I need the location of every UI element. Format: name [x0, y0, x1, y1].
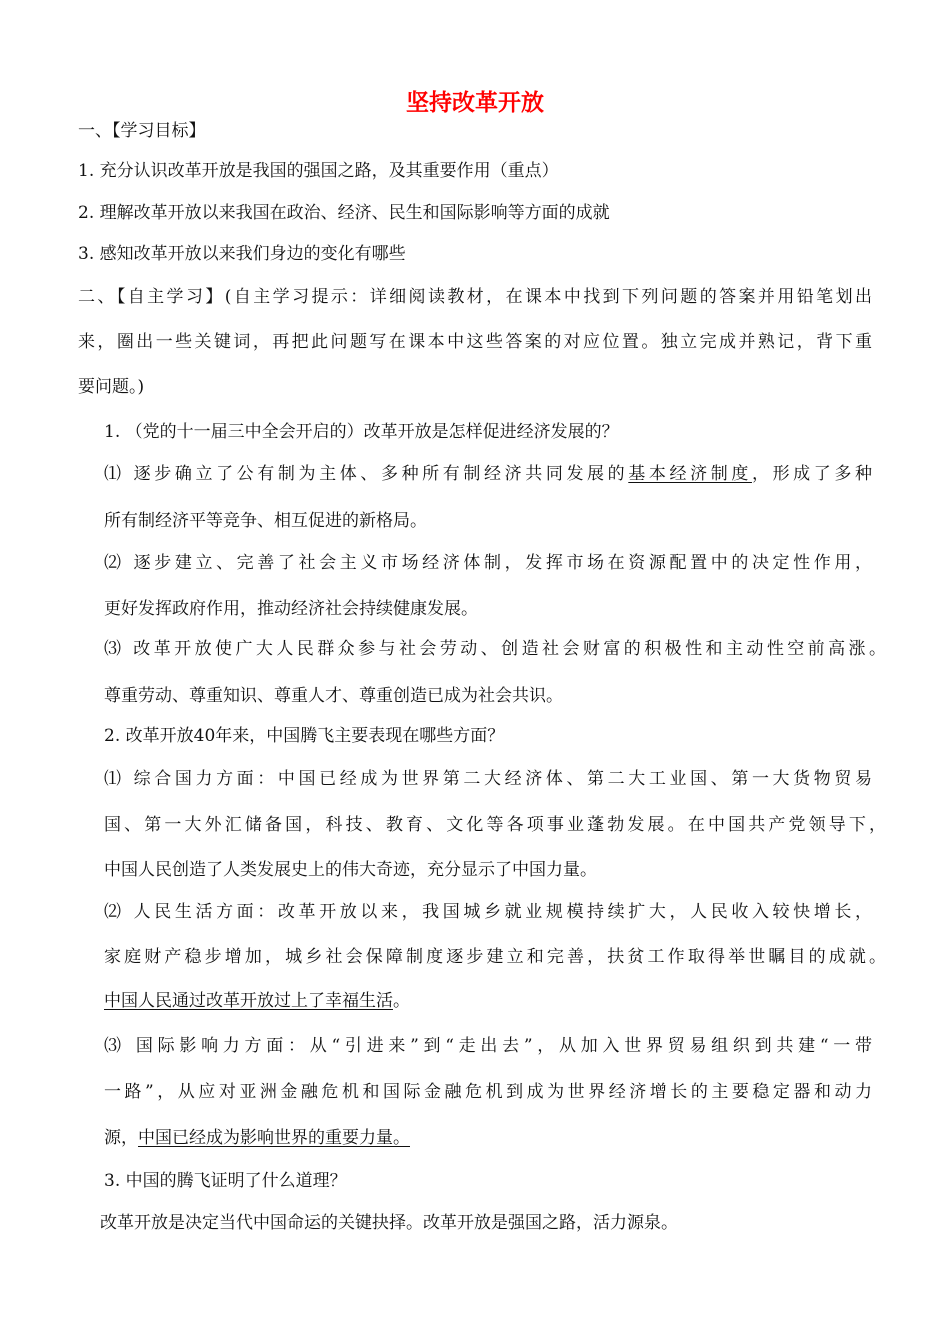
underlined-key-phrase: 基本经济制度 — [628, 464, 752, 484]
q2-answer-2-line-1: ⑵ 人民生活方面：改革开放以来，我国城乡就业规模持续扩大，人民收入较快增长， — [104, 902, 872, 922]
underlined-key-phrase: 中国人民通过改革开放过上了幸福生活 — [104, 991, 393, 1011]
self-study-intro-line-3: 要问题。) — [78, 377, 145, 397]
question-3: 3. 中国的腾飞证明了什么道理？ — [104, 1171, 347, 1191]
q3-answer: 改革开放是决定当代中国命运的关键抉择。改革开放是强国之路，活力源泉。 — [100, 1213, 678, 1233]
question-2: 2. 改革开放40年来，中国腾飞主要表现在哪些方面？ — [104, 726, 505, 746]
question-1: 1. （党的十一届三中全会开启的）改革开放是怎样促进经济发展的？ — [104, 422, 619, 442]
goal-item-3: 3. 感知改革开放以来我们身边的变化有哪些 — [78, 244, 406, 264]
q2-answer-3-line-1: ⑶ 国际影响力方面：从“引进来”到“走出去”，从加入世界贸易组织到共建“一带 — [104, 1036, 872, 1056]
q1-answer-2-line-1: ⑵ 逐步建立、完善了社会主义市场经济体制，发挥市场在资源配置中的决定性作用， — [104, 553, 872, 573]
q1-answer-2-line-2: 更好发挥政府作用，推动经济社会持续健康发展。 — [104, 599, 478, 619]
q2-answer-2-line-3: 中国人民通过改革开放过上了幸福生活。 — [104, 991, 410, 1011]
goal-item-2: 2. 理解改革开放以来我国在政治、经济、民生和国际影响等方面的成就 — [78, 203, 610, 223]
q2-answer-1-line-3: 中国人民创造了人类发展史上的伟大奇迹，充分显示了中国力量。 — [104, 860, 597, 880]
self-study-intro-line-2: 来，圈出一些关键词，再把此问题写在课本中这些答案的对应位置。独立完成并熟记，背下重 — [78, 332, 872, 352]
q2-answer-2-line-2: 家庭财产稳步增加，城乡社会保障制度逐步建立和完善，扶贫工作取得举世瞩目的成就。 — [104, 947, 886, 967]
goal-item-1: 1. 充分认识改革开放是我国的强国之路，及其重要作用（重点） — [78, 161, 559, 181]
q2-answer-1-line-1: ⑴ 综合国力方面：中国已经成为世界第二大经济体、第二大工业国、第一大货物贸易 — [104, 769, 872, 789]
q1-answer-1-line-2: 所有制经济平等竞争、相互促进的新格局。 — [104, 511, 427, 531]
page-title: 坚持改革开放 — [406, 90, 544, 116]
q2-answer-3-line-2: 一路”，从应对亚洲金融危机和国际金融危机到成为世界经济增长的主要稳定器和动力 — [104, 1082, 872, 1102]
q2-answer-1-line-2: 国、第一大外汇储备国，科技、教育、文化等各项事业蓬勃发展。在中国共产党领导下， — [104, 815, 886, 835]
q1-answer-1-line-1: ⑴ 逐步确立了公有制为主体、多种所有制经济共同发展的基本经济制度，形成了多种 — [104, 464, 873, 484]
q1-answer-3-line-1: ⑶ 改革开放使广大人民群众参与社会劳动、创造社会财富的积极性和主动性空前高涨。 — [104, 639, 886, 659]
section-heading-goals: 一、【学习目标】 — [78, 121, 206, 141]
self-study-intro-line-1: 二、【自主学习】(自主学习提示：详细阅读教材，在课本中找到下列问题的答案并用铅笔划出 — [78, 287, 872, 307]
underlined-key-phrase: 中国已经成为影响世界的重要力量。 — [138, 1128, 410, 1148]
q1-answer-3-line-2: 尊重劳动、尊重知识、尊重人才、尊重创造已成为社会共识。 — [104, 686, 563, 706]
q2-answer-3-line-3: 源，中国已经成为影响世界的重要力量。 — [104, 1128, 410, 1148]
